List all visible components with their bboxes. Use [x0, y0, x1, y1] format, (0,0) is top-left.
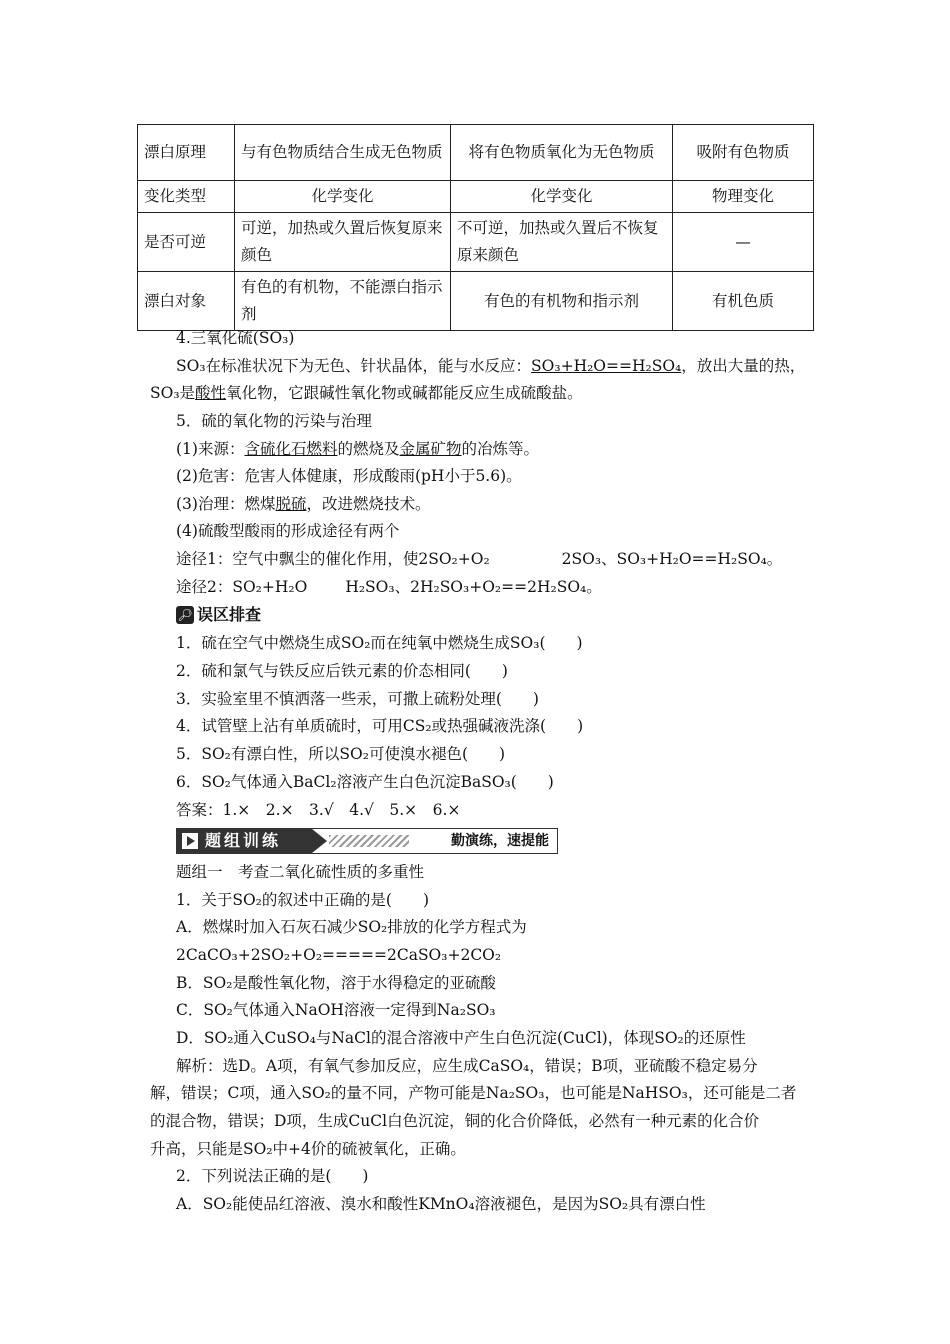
- equation: SO₃+H₂O==H₂SO₄: [531, 357, 682, 375]
- explanation-line: 的混合物，错误；D项，生成CuCl白色沉淀，铜的化合价降低，必然有一种元素的化合价: [150, 1112, 760, 1130]
- paragraph-line: [176, 577, 602, 597]
- text-run: 途径1：空气中飘尘的催化作用，使2SO₂+O₂: [176, 550, 490, 568]
- list-item: 1．硫在空气中燃烧生成SO₂而在纯氧中燃烧生成SO₃( ): [176, 634, 583, 652]
- table-cell: 漂白对象: [138, 272, 235, 331]
- table-cell: 漂白原理: [138, 125, 235, 181]
- table-cell: 化学变化: [451, 181, 673, 213]
- table-cell: 不可逆，加热或久置后不恢复原来颜色: [451, 213, 673, 272]
- table-cell: 可逆，加热或久置后恢复原来颜色: [235, 213, 451, 272]
- list-item: 5．SO₂有漂白性，所以SO₂可使溴水褪色( ): [176, 745, 506, 763]
- table-row: [138, 272, 814, 331]
- table-cell: 吸附有色物质: [673, 125, 814, 181]
- list-item: 6．SO₂气体通入BaCl₂溶液产生白色沉淀BaSO₃( ): [176, 773, 554, 791]
- underlined-term: 脱硫: [275, 495, 307, 513]
- text-run: (1)来源：: [176, 440, 245, 458]
- question: 1．关于SO₂的叙述中正确的是( ): [176, 891, 429, 909]
- table-cell: 变化类型: [138, 181, 235, 213]
- text-run: (3)治理：燃煤: [176, 495, 276, 513]
- text-run: 氧化物，它跟碱性氧化物或碱都能反应生成硫酸盐。: [226, 384, 583, 402]
- text-run: ，放出大量的热，: [681, 357, 806, 375]
- question-group-title: 题组一 考查二氧化硫性质的多重性: [176, 863, 425, 881]
- banner-slogan: 勤演练，速提能: [451, 833, 549, 849]
- play-icon: [182, 833, 198, 849]
- equation: 2CaCO₃+2SO₂+O₂=====2CaSO₃+2CO₂: [176, 946, 502, 964]
- table-cell: 有色的有机物，不能漂白指示剂: [235, 272, 451, 331]
- underlined-term: 金属矿物: [399, 440, 462, 458]
- table-cell: 物理变化: [673, 181, 814, 213]
- paragraph-line: (2)危害：危害人体健康，形成酸雨(pH小于5.6)。: [176, 467, 522, 485]
- option: D．SO₂通入CuSO₄与NaCl的混合溶液中产生白色沉淀(CuCl)，体现SO₂的还原性: [176, 1029, 746, 1047]
- text-run: 2SO₃、SO₃+H₂O==H₂SO₄。: [561, 550, 783, 568]
- explanation-line: 解析：选D。A项，有氧气参加反应，应生成CaSO₄，错误；B项，亚硫酸不稳定易分: [176, 1057, 758, 1075]
- text-run: SO₃在标准状况下为无色、针状晶体，能与水反应：: [176, 357, 532, 375]
- table-cell: 有机色质: [673, 272, 814, 331]
- text-run: 的冶炼等。: [461, 440, 540, 458]
- table-cell: 化学变化: [235, 181, 451, 213]
- list-item: 3．实验室里不慎洒落一些汞，可撒上硫粉处理( ): [176, 690, 539, 708]
- underlined-term: 含硫化石燃料: [244, 440, 338, 458]
- banner-title: 题组训练: [205, 831, 282, 850]
- text-run: 途径2：SO₂+H₂O: [176, 578, 308, 596]
- table-row: [138, 213, 814, 272]
- text-run: H₂SO₃、2H₂SO₃+O₂==2H₂SO₄。: [345, 578, 602, 596]
- list-item: 2．硫和氯气与铁反应后铁元素的价态相同( ): [176, 662, 508, 680]
- list-item: 4．试管壁上沾有单质硫时，可用CS₂或热强碱液洗涤( ): [176, 717, 584, 735]
- table-row: [138, 125, 814, 181]
- training-banner: [176, 828, 558, 854]
- paragraph-line: [176, 356, 805, 376]
- option: A．SO₂能使品红溶液、溴水和酸性KMnO₄溶液褪色，是因为SO₂具有漂白性: [176, 1195, 706, 1213]
- explanation-line: 升高，只能是SO₂中+4价的硫被氧化，正确。: [150, 1140, 466, 1158]
- explanation-line: 解，错误；C项，通入SO₂的量不同，产物可能是Na₂SO₃，也可能是NaHSO₃，还可能是二者: [150, 1084, 797, 1102]
- section-heading-so3: 4.三氧化硫(SO₃): [176, 329, 295, 347]
- paragraph-line: (4)硫酸型酸雨的形成途径有两个: [176, 522, 400, 540]
- paragraph-line: [150, 383, 583, 403]
- bleaching-comparison-table: [137, 124, 814, 331]
- paragraph-line: [176, 494, 431, 514]
- table-cell: 是否可逆: [138, 213, 235, 272]
- paragraph-line: [176, 439, 539, 459]
- option: B．SO₂是酸性氧化物，溶于水得稳定的亚硫酸: [176, 974, 496, 992]
- option: A．燃煤时加入石灰石减少SO₂排放的化学方程式为: [176, 918, 527, 936]
- table-row: [138, 181, 814, 213]
- banner-stripes: [329, 835, 409, 847]
- mistakes-header: [176, 604, 261, 625]
- table-cell: —: [673, 213, 814, 272]
- question: 2．下列说法正确的是( ): [176, 1167, 369, 1185]
- option: C．SO₂气体通入NaOH溶液一定得到Na₂SO₃: [176, 1001, 496, 1019]
- paragraph-line: [176, 549, 782, 569]
- answer-line: 答案：1.× 2.× 3.√ 4.√ 5.× 6.×: [176, 801, 461, 819]
- text-run: ，改进燃烧技术。: [306, 495, 431, 513]
- magnifier-icon: 🔎︎: [177, 608, 193, 622]
- section-title: 误区排查: [197, 605, 262, 624]
- text-run: 的燃烧及: [337, 440, 400, 458]
- table-cell: 有色的有机物和指示剂: [451, 272, 673, 331]
- text-run: SO₃是: [150, 384, 196, 402]
- table-cell: 与有色物质结合生成无色物质: [235, 125, 451, 181]
- table-cell: 将有色物质氧化为无色物质: [451, 125, 673, 181]
- section-heading-pollution: 5．硫的氧化物的污染与治理: [176, 412, 372, 430]
- underlined-term: 酸性: [195, 384, 227, 402]
